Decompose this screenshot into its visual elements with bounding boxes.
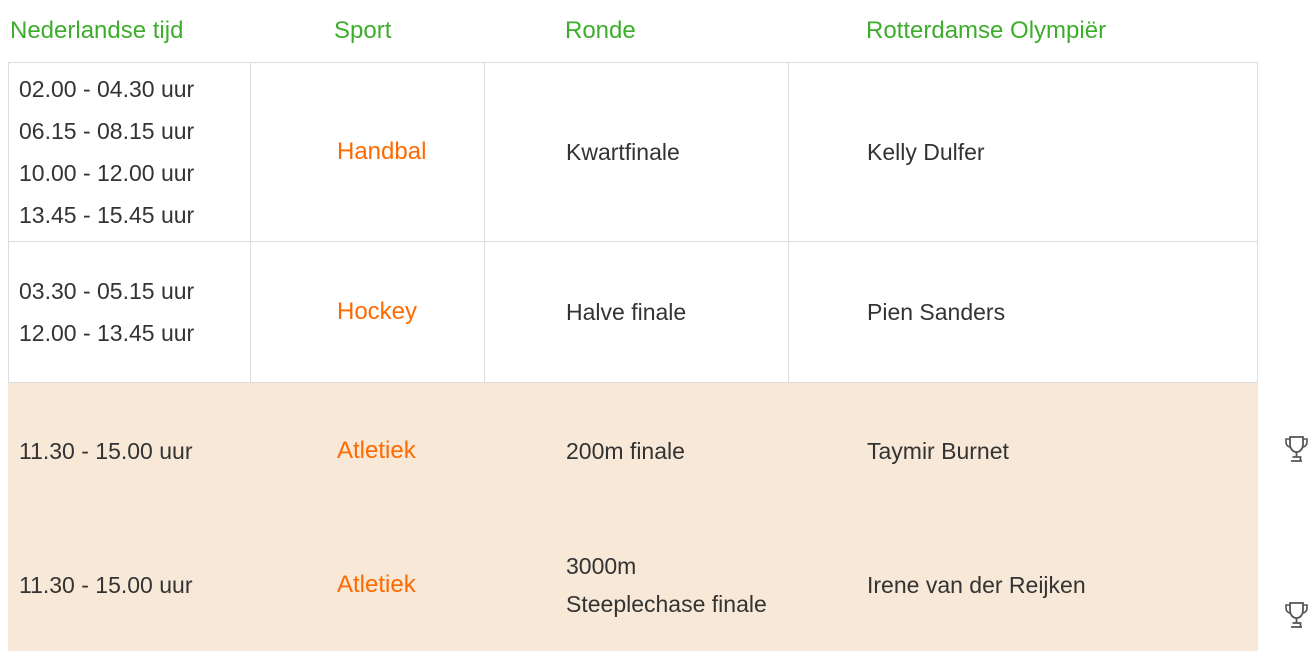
table-row	[8, 62, 1258, 241]
time-slot: 02.00 - 04.30 uur	[19, 76, 195, 102]
trophy-icon	[1284, 434, 1309, 464]
sport-link[interactable]: Hockey	[337, 298, 418, 325]
athlete-name: Irene van der Reijken	[867, 571, 1086, 598]
time-cell	[9, 63, 251, 241]
round-label: 200m finale	[566, 437, 685, 464]
time-slot: 13.45 - 15.45 uur	[19, 202, 195, 228]
athlete-cell	[789, 518, 1259, 651]
time-slot: 10.00 - 12.00 uur	[19, 160, 195, 186]
sport-cell	[251, 518, 485, 651]
table-row	[8, 241, 1258, 383]
table-header	[0, 0, 1258, 62]
time-slot: 11.30 - 15.00 uur	[19, 437, 193, 464]
round-label: 3000m Steeplechase finale	[566, 552, 767, 617]
time-slot: 06.15 - 08.15 uur	[19, 118, 195, 144]
athlete-name: Taymir Burnet	[867, 437, 1009, 464]
athlete-name: Kelly Dulfer	[867, 139, 985, 165]
round-cell	[485, 518, 789, 651]
trophy-icon	[1284, 600, 1309, 630]
table-row-medal	[8, 383, 1258, 517]
athlete-cell	[789, 384, 1259, 517]
round-label: Kwartfinale	[566, 139, 680, 165]
sport-cell	[251, 63, 485, 241]
sport-link[interactable]: Atletiek	[337, 436, 416, 464]
time-slot: 03.30 - 05.15 uur	[19, 278, 195, 304]
round-cell	[485, 63, 789, 241]
round-cell	[485, 242, 789, 382]
athlete-name: Pien Sanders	[867, 299, 1006, 325]
header-time: Nederlandse tijd	[10, 17, 184, 44]
athlete-cell	[789, 63, 1259, 241]
sport-cell	[251, 384, 485, 517]
header-round: Ronde	[565, 17, 636, 44]
header-athlete: Rotterdamse Olympiër	[866, 17, 1107, 44]
time-slot: 12.00 - 13.45 uur	[19, 320, 195, 346]
round-label: Halve finale	[566, 299, 687, 325]
table-row-medal	[8, 517, 1258, 651]
time-cell	[9, 518, 251, 651]
header-sport: Sport	[334, 17, 392, 44]
sport-cell	[251, 242, 485, 382]
round-cell	[485, 384, 789, 517]
time-slot: 11.30 - 15.00 uur	[19, 571, 193, 598]
time-cell	[9, 242, 251, 382]
sport-link[interactable]: Atletiek	[337, 570, 416, 598]
athlete-cell	[789, 242, 1259, 382]
time-cell	[9, 384, 251, 517]
schedule-table	[8, 62, 1258, 651]
sport-link[interactable]: Handbal	[337, 138, 427, 165]
